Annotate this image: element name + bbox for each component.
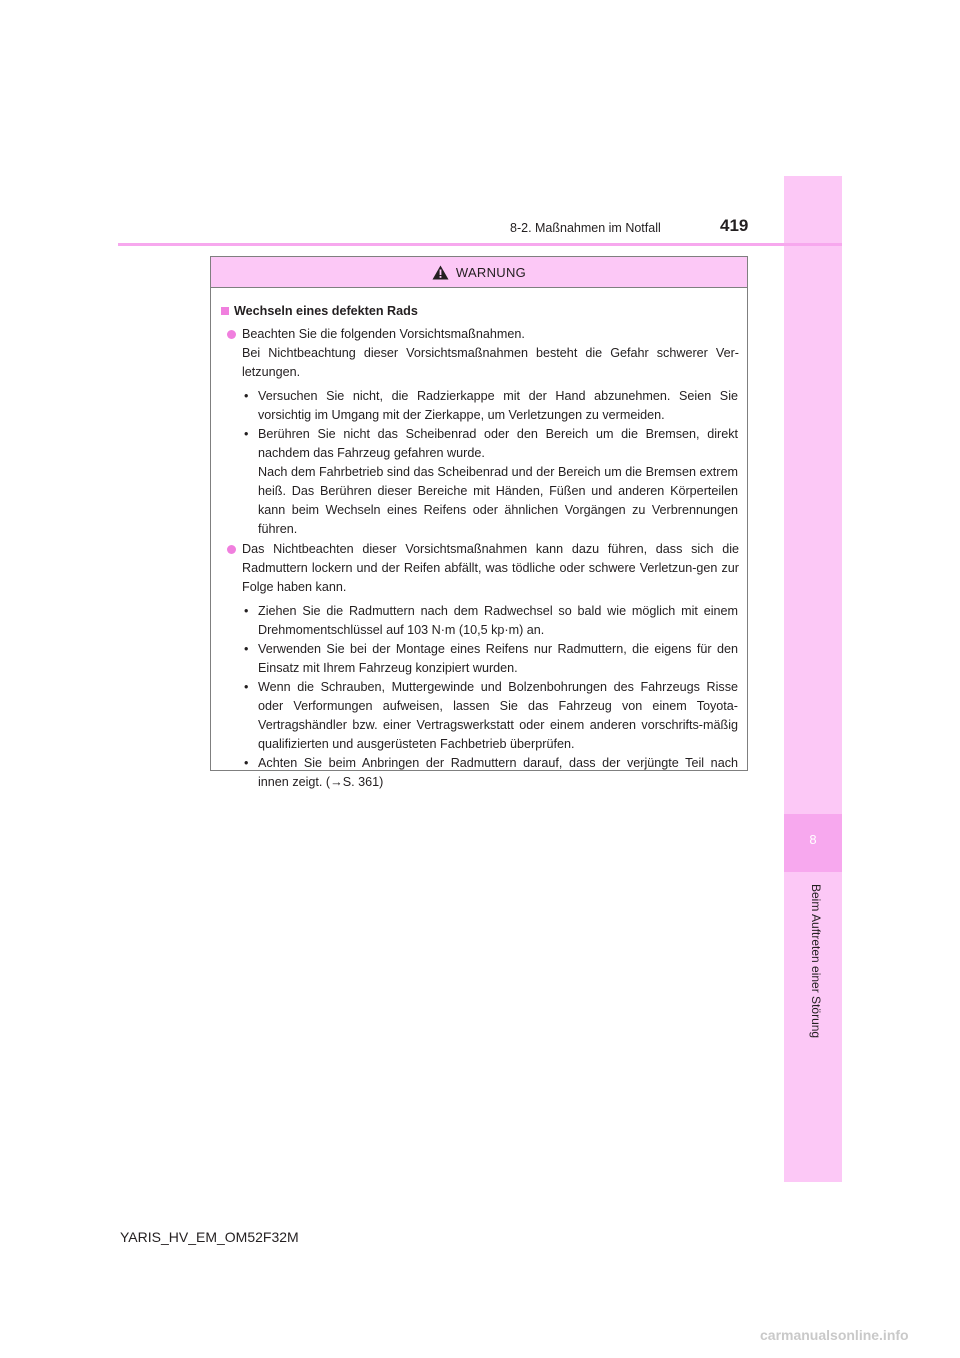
chapter-number: 8 (809, 832, 817, 847)
list-item-text: Nach dem Fahrbetrieb sind das Scheibenrad und der Bereich um die Bremsen extrem heiß. Das Berühren dieser Bereiche mit Händen, Füßen und anderen Körperteilen kann beim Wechseln eines Reifens oder ähnlichen Vorgängen zu Verbrennungen führen. (258, 465, 738, 536)
header-rule (118, 243, 842, 246)
warning-box (210, 256, 748, 789)
warning-title: WARNUNG (455, 264, 527, 280)
warning-item-line: Das Nichtbeachten dieser Vorsichtsmaßnahmen kann dazu führen, dass sich die Radmuttern lockern und der Reifen abfällt, was tödliche oder schwere Verletzun-gen zur Folge haben kann. (242, 542, 739, 594)
bullet-dot-icon: • (244, 680, 249, 694)
page-number: 419 (720, 216, 749, 235)
circle-bullet-icon (227, 545, 236, 554)
list-item (221, 640, 739, 678)
list-item-text: Wenn die Schrauben, Muttergewinde und Bolzenbohrungen des Fahrzeugs Risse oder Verformungen aufweisen, lassen Sie das Fahrzeug von einem Toyota-Vertragshändler bzw. einer Vertragswerkstatt oder einem anderen vorschrifts-mäßig qualifizierten und ausgerüsteten Fachbetrieb überprüfen. (258, 680, 738, 751)
list-item (221, 754, 739, 792)
bullet-dot-icon: • (244, 389, 249, 403)
warning-item-line: Bei Nichtbeachtung dieser Vorsichtsmaßnahmen besteht die Gefahr schwerer Ver-letzungen. (242, 346, 739, 379)
bullet-dot-icon: • (244, 604, 249, 618)
list-item-text: Berühren Sie nicht das Scheibenrad oder den Bereich um die Bremsen, direkt nachdem das Fahrzeug gefahren wurde. (258, 427, 738, 460)
warning-bullet-list (221, 602, 739, 792)
list-item-text: Ziehen Sie die Radmuttern nach dem Radwechsel so bald wie möglich mit einem Drehmomentschlüssel auf 103 N·m (10,5 kp·m) an. (258, 604, 738, 637)
bullet-dot-icon: • (244, 756, 249, 770)
warning-heading (221, 302, 739, 321)
warning-header (211, 257, 747, 288)
list-item (221, 387, 739, 425)
chapter-title: Beim Auftreten einer Störung (809, 884, 823, 1039)
circle-bullet-icon (227, 330, 236, 339)
bullet-dot-icon: • (244, 427, 249, 441)
section-title: 8-2. Maßnahmen im Notfall (510, 221, 661, 235)
list-item-text: Versuchen Sie nicht, die Radzierkappe mit der Hand abzunehmen. Seien Sie vorsichtig im Umgang mit der Zierkappe, um Verletzungen zu vermeiden. (258, 389, 738, 422)
warning-triangle-icon (432, 265, 449, 280)
warning-item-line: Beachten Sie die folgenden Vorsichtsmaßnahmen. (242, 327, 525, 341)
warning-bullet-list (221, 387, 739, 539)
watermark: carmanualsonline.info (760, 1327, 909, 1343)
list-item-text: Achten Sie beim Anbringen der Radmuttern darauf, dass der verjüngte Teil nach innen zeigt. (→S. 361) (258, 756, 738, 789)
square-bullet-icon (221, 307, 229, 315)
list-item (221, 602, 739, 640)
warning-heading-text: Wechseln eines defekten Rads (234, 304, 418, 318)
bullet-dot-icon: • (244, 642, 249, 656)
list-item-text: Verwenden Sie bei der Montage eines Reifens nur Radmuttern, die eigens für den Einsatz mit Ihrem Fahrzeug konzipiert wurden. (258, 642, 738, 675)
list-item (221, 678, 739, 754)
warning-item (221, 540, 739, 597)
warning-body (211, 288, 747, 792)
list-item (221, 425, 739, 539)
warning-item (221, 325, 739, 382)
document-id: YARIS_HV_EM_OM52F32M (120, 1229, 299, 1245)
